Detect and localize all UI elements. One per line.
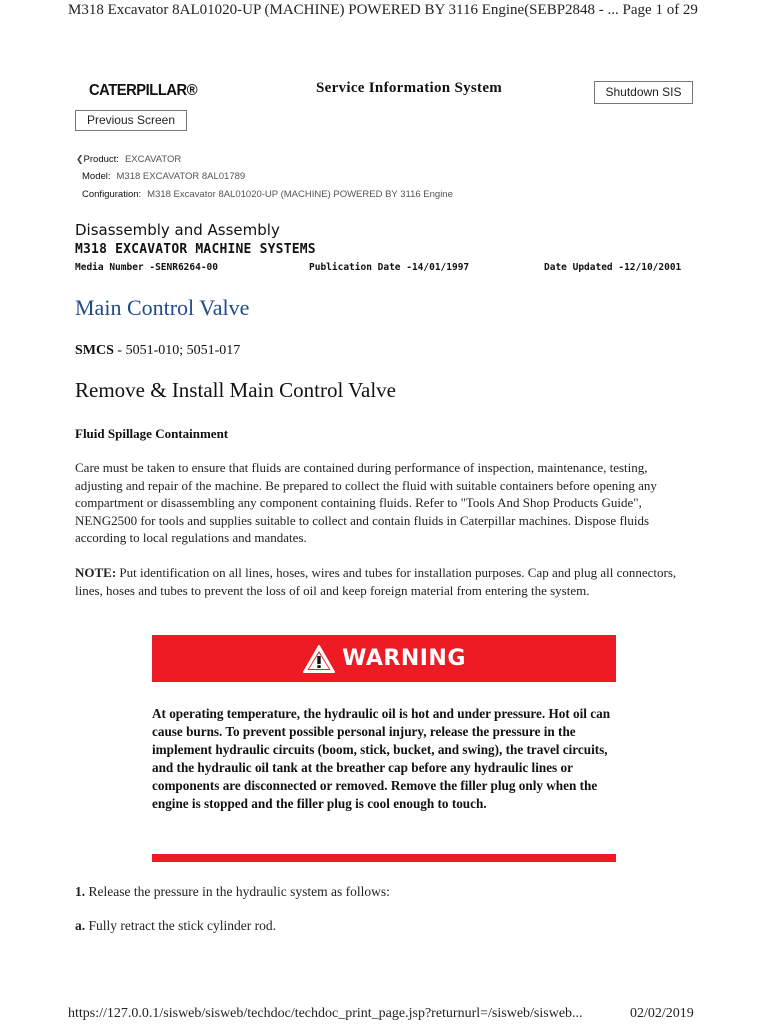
step-a-number: a. [75,918,86,933]
warning-text: At operating temperature, the hydraulic oil is hot and under pressure. Hot oil can cause burns. To prevent possible personal injury, release the pressure in the implement hydraulic circuits (boom, stick, bucket, and swing), the travel circuits, and the hydraulic oil tank at the breather cap before any hydraulic lines or components are disconnected or removed. Remove the filler plug only when the engine is stopped and the filler plug is cool enough to touch. [152,706,611,811]
page-title: Main Control Valve [75,295,250,320]
step-1-text: Release the pressure in the hydraulic system as follows: [85,884,390,899]
print-footer [68,1006,694,1022]
model-label: Model: [82,171,111,182]
configuration-value: M318 Excavator 8AL01020-UP (MACHINE) POWERED BY 3116 Engine [147,189,453,200]
smcs-codes [75,343,240,359]
product-row [76,154,181,165]
note-text: Put identification on all lines, hoses, wires and tubes for installation purposes. Cap and plug all connectors, lines, hoses and tubes to prevent the loss of oil and keep foreign material from entering the system. [75,565,677,598]
warning-triangle-icon [302,644,336,674]
fluid-spillage-heading: Fluid Spillage Containment [75,426,229,441]
back-chevron-icon[interactable]: ❮ [76,154,84,164]
print-header: M318 Excavator 8AL01020-UP (MACHINE) POWERED BY 3116 Engine(SEBP2848 - ... Page 1 of 29 [68,2,698,18]
step-1 [75,884,390,900]
step-a [75,918,276,934]
date-updated: Date Updated -12/10/2001 [544,262,682,273]
publication-date: Publication Date -14/01/1997 [309,262,470,273]
footer-date: 02/02/2019 [630,1006,694,1021]
configuration-row [82,189,453,200]
warning-divider [152,854,616,862]
product-label: Product: [83,154,119,165]
step-a-text: Fully retract the stick cylinder rod. [85,918,276,933]
step-1-number: 1. [75,884,86,899]
model-value: M318 EXCAVATOR 8AL01789 [116,171,246,182]
note-paragraph [75,564,695,599]
configuration-label: Configuration: [82,189,142,200]
app-title: Service Information System [316,80,503,96]
smcs-value: - 5051-010; 5051-017 [113,343,241,358]
model-row [82,171,245,182]
shutdown-sis-button[interactable]: Shutdown SIS [594,81,693,104]
procedure-heading: Remove & Install Main Control Valve [75,378,396,402]
product-value: EXCAVATOR [124,154,182,165]
section-title: Disassembly and Assembly [75,221,280,239]
subsection-title: M318 EXCAVATOR MACHINE SYSTEMS [75,242,316,257]
warning-title: WARNING [342,646,466,671]
caterpillar-logo: CATERPILLAR® [89,82,198,99]
smcs-label: SMCS [75,343,114,358]
previous-screen-button[interactable]: Previous Screen [75,110,187,131]
footer-url: https://127.0.0.1/sisweb/sisweb/techdoc/techdoc_print_page.jsp?returnurl=/sisweb/sisweb... [68,1006,583,1021]
note-label: NOTE: [75,565,117,580]
media-number: Media Number -SENR6264-00 [75,262,218,273]
warning-banner [152,635,616,682]
fluid-spillage-text: Care must be taken to ensure that fluids are contained during performance of inspection, maintenance, testing, adjusting and repair of the machine. Be prepared to collect the fluid with suitable containers before opening any compartment or disassembling any component containing fluids. Refer to "Tools And Shop Products Guide", NENG2500 for tools and supplies suitable to collect and contain fluids in Caterpillar machines. Dispose fluids according to local regulations and mandates. [75,460,657,545]
